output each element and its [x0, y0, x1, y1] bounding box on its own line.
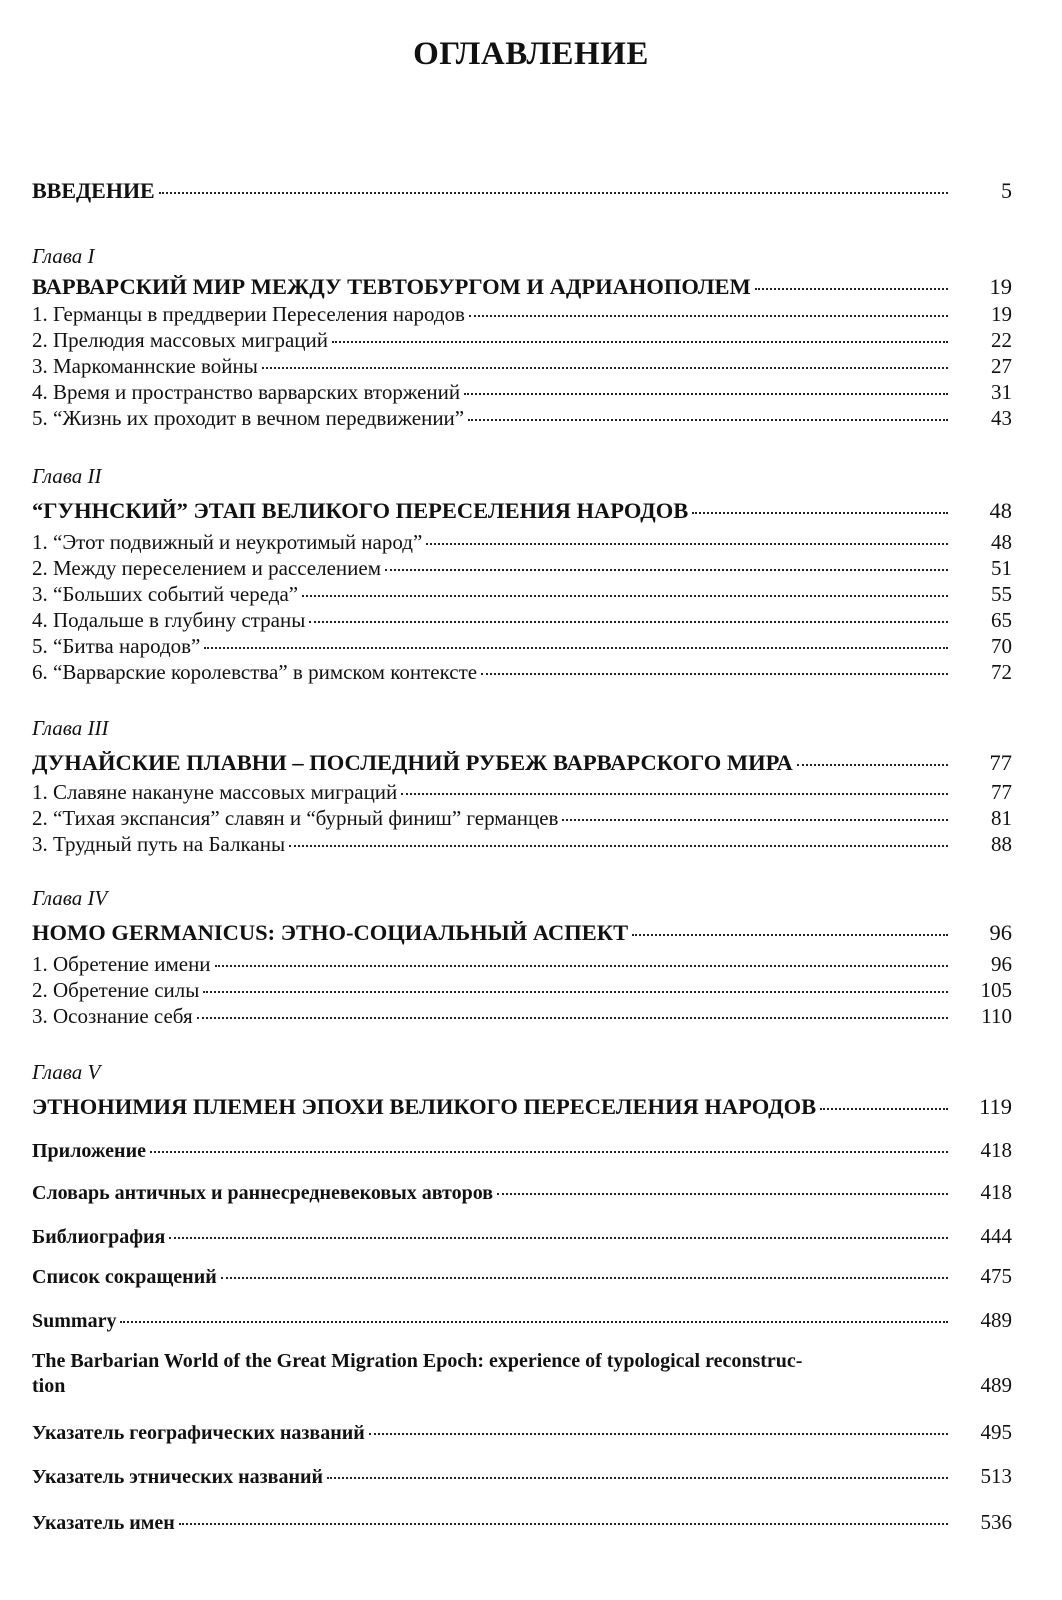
section-row[interactable] [32, 556, 1012, 581]
page-number: 65 [991, 608, 1012, 632]
page-number: 48 [989, 498, 1012, 523]
page-number: 96 [989, 920, 1012, 945]
dot-leader [426, 542, 948, 545]
dot-leader [262, 366, 948, 369]
section-title: 5. “Битва народов” [32, 634, 201, 658]
section-row[interactable] [32, 582, 1012, 607]
section-row[interactable] [32, 832, 1012, 857]
dot-leader [289, 844, 948, 847]
section-row[interactable] [32, 806, 1012, 831]
page-number: 27 [991, 354, 1012, 378]
section-row[interactable] [32, 380, 1012, 405]
chapter-title: ВАРВАРСКИЙ МИР МЕЖДУ ТЕВТОБУРГОМ И АДРИАНОПОЛЕМ [32, 274, 751, 299]
chapter-title: “ГУННСКИЙ” ЭТАП ВЕЛИКОГО ПЕРЕСЕЛЕНИЯ НАРОДОВ [32, 498, 689, 523]
section-title: 3. Трудный путь на Балканы [32, 832, 286, 856]
dot-leader [385, 568, 948, 571]
page-number: 48 [991, 530, 1012, 554]
toc-entry-english-title[interactable] [32, 1350, 1012, 1398]
dot-leader [497, 1192, 948, 1195]
dot-leader [820, 1107, 948, 1110]
dot-leader [481, 672, 948, 675]
page-number: 19 [991, 302, 1012, 326]
page-number: 70 [991, 634, 1012, 658]
page-number: 5 [1001, 178, 1012, 203]
dot-leader [120, 1320, 948, 1323]
section-row[interactable] [32, 328, 1012, 353]
entry-title: ВВЕДЕНИЕ [32, 178, 155, 203]
toc-entry-geo-index[interactable] [32, 1420, 1012, 1445]
dot-leader [692, 511, 948, 514]
section-title: 5. “Жизнь их проходит в вечном передвижении” [32, 406, 465, 430]
page-number: 96 [991, 952, 1012, 976]
page-number: 72 [991, 660, 1012, 684]
chapter-label: Глава III [32, 716, 109, 740]
toc-entry-intro[interactable] [32, 178, 1012, 204]
chapter-title-row[interactable] [32, 498, 1012, 524]
entry-title: Указатель этнических названий [32, 1466, 324, 1488]
chapter-title: HOMO GERMANICUS: ЭТНО-СОЦИАЛЬНЫЙ АСПЕКТ [32, 920, 629, 945]
page-number: 51 [991, 556, 1012, 580]
entry-title: Приложение [32, 1140, 146, 1162]
entry-title-line-1: The Barbarian World of the Great Migration Epoch: experience of typological reconstruc- [32, 1350, 803, 1372]
entry-title: Указатель имен [32, 1512, 175, 1534]
dot-leader [332, 340, 948, 343]
dot-leader [302, 594, 948, 597]
chapter-title-row[interactable] [32, 274, 1012, 300]
section-title: 6. “Варварские королевства” в римском контексте [32, 660, 478, 684]
dot-leader [159, 191, 948, 194]
toc-entry-abbreviations[interactable] [32, 1264, 1012, 1289]
toc-entry-appendix[interactable] [32, 1138, 1012, 1163]
dot-leader [169, 1236, 948, 1239]
section-row[interactable] [32, 1004, 1012, 1029]
page-number: 77 [991, 780, 1012, 804]
dot-leader [203, 990, 948, 993]
dot-leader [401, 792, 948, 795]
toc-entry-bibliography[interactable] [32, 1224, 1012, 1249]
page-number: 489 [980, 1373, 1012, 1397]
toc-entry-summary[interactable] [32, 1308, 1012, 1333]
chapter-label: Глава I [32, 244, 95, 268]
toc-entry-authors[interactable] [32, 1180, 1012, 1205]
dot-leader [179, 1522, 948, 1525]
chapter-title: ДУНАЙСКИЕ ПЛАВНИ – ПОСЛЕДНИЙ РУБЕЖ ВАРВАРСКОГО МИРА [32, 750, 793, 775]
page-title: ОГЛАВЛЕНИЕ [413, 36, 649, 72]
dot-leader [797, 763, 948, 766]
dot-leader [464, 392, 948, 395]
page-number: 105 [980, 978, 1012, 1002]
entry-title-line-2: tion [32, 1375, 66, 1397]
section-title: 2. Прелюдия массовых миграций [32, 328, 328, 352]
dot-leader [468, 418, 948, 421]
entry-title: Библиография [32, 1226, 166, 1248]
section-title: 4. Время и пространство варварских вторжений [32, 380, 461, 404]
entry-title: Summary [32, 1310, 117, 1332]
dot-leader [197, 1016, 948, 1019]
dot-leader [327, 1476, 948, 1479]
dot-leader [204, 646, 948, 649]
section-title: 3. Осознание себя [32, 1004, 193, 1028]
section-title: 1. Обретение имени [32, 952, 211, 976]
dot-leader [755, 287, 948, 290]
dot-leader [562, 818, 948, 821]
dot-leader [469, 314, 948, 317]
toc-entry-ethnic-index[interactable] [32, 1464, 1012, 1489]
chapter-label: Глава V [32, 1060, 101, 1084]
section-row[interactable] [32, 530, 1012, 555]
section-row[interactable] [32, 660, 1012, 685]
chapter-label: Глава IV [32, 886, 108, 910]
section-title: 2. “Тихая экспансия” славян и “бурный финиш” германцев [32, 806, 559, 830]
chapter-label: Глава II [32, 464, 102, 488]
section-title: 1. “Этот подвижный и неукротимый народ” [32, 530, 423, 554]
section-row[interactable] [32, 406, 1012, 431]
page-number: 513 [980, 1464, 1012, 1488]
section-title: 2. Обретение силы [32, 978, 200, 1002]
entry-title-line-2-row [32, 1373, 1012, 1398]
page-number: 489 [980, 1308, 1012, 1332]
section-title: 4. Подальше в глубину страны [32, 608, 306, 632]
section-row[interactable] [32, 608, 1012, 633]
page-number: 475 [980, 1264, 1012, 1288]
section-title: 3. Маркоманнские войны [32, 354, 258, 378]
page-number: 31 [991, 380, 1012, 404]
section-row[interactable] [32, 978, 1012, 1003]
page-number: 536 [980, 1510, 1012, 1534]
dot-leader [150, 1150, 948, 1153]
entry-title: Указатель географических названий [32, 1422, 365, 1444]
chapter-title: ЭТНОНИМИЯ ПЛЕМЕН ЭПОХИ ВЕЛИКОГО ПЕРЕСЕЛЕНИЯ НАРОДОВ [32, 1094, 817, 1119]
section-title: 2. Между переселением и расселением [32, 556, 382, 580]
dot-leader [369, 1432, 948, 1435]
chapter-title-row[interactable] [32, 1094, 1012, 1120]
dot-leader [309, 620, 948, 623]
page-number: 81 [991, 806, 1012, 830]
dot-leader [221, 1276, 948, 1279]
page-number: 110 [981, 1004, 1012, 1028]
dot-leader [632, 933, 948, 936]
toc [32, 0, 1034, 1600]
page-number: 43 [991, 406, 1012, 430]
section-row[interactable] [32, 302, 1012, 327]
dot-leader [215, 964, 948, 967]
section-title: 1. Славяне накануне массовых миграций [32, 780, 398, 804]
section-title: 1. Германцы в преддверии Переселения народов [32, 302, 465, 326]
chapter-title-row[interactable] [32, 920, 1012, 946]
page-number: 418 [980, 1180, 1012, 1204]
page-number: 88 [991, 832, 1012, 856]
page-number: 22 [991, 328, 1012, 352]
section-row[interactable] [32, 780, 1012, 805]
page-number: 77 [989, 750, 1012, 775]
page-number: 418 [980, 1138, 1012, 1162]
section-row[interactable] [32, 952, 1012, 977]
page-number: 19 [989, 274, 1012, 299]
toc-entry-name-index[interactable] [32, 1510, 1012, 1535]
page-number: 495 [980, 1420, 1012, 1444]
page-number: 444 [980, 1224, 1012, 1248]
entry-title: Словарь античных и раннесредневековых авторов [32, 1182, 494, 1204]
page-number: 55 [991, 582, 1012, 606]
section-row[interactable] [32, 354, 1012, 379]
page-number: 119 [979, 1094, 1012, 1119]
section-title: 3. “Больших событий череда” [32, 582, 299, 606]
section-row[interactable] [32, 634, 1012, 659]
chapter-title-row[interactable] [32, 750, 1012, 776]
entry-title: Список сокращений [32, 1266, 217, 1288]
